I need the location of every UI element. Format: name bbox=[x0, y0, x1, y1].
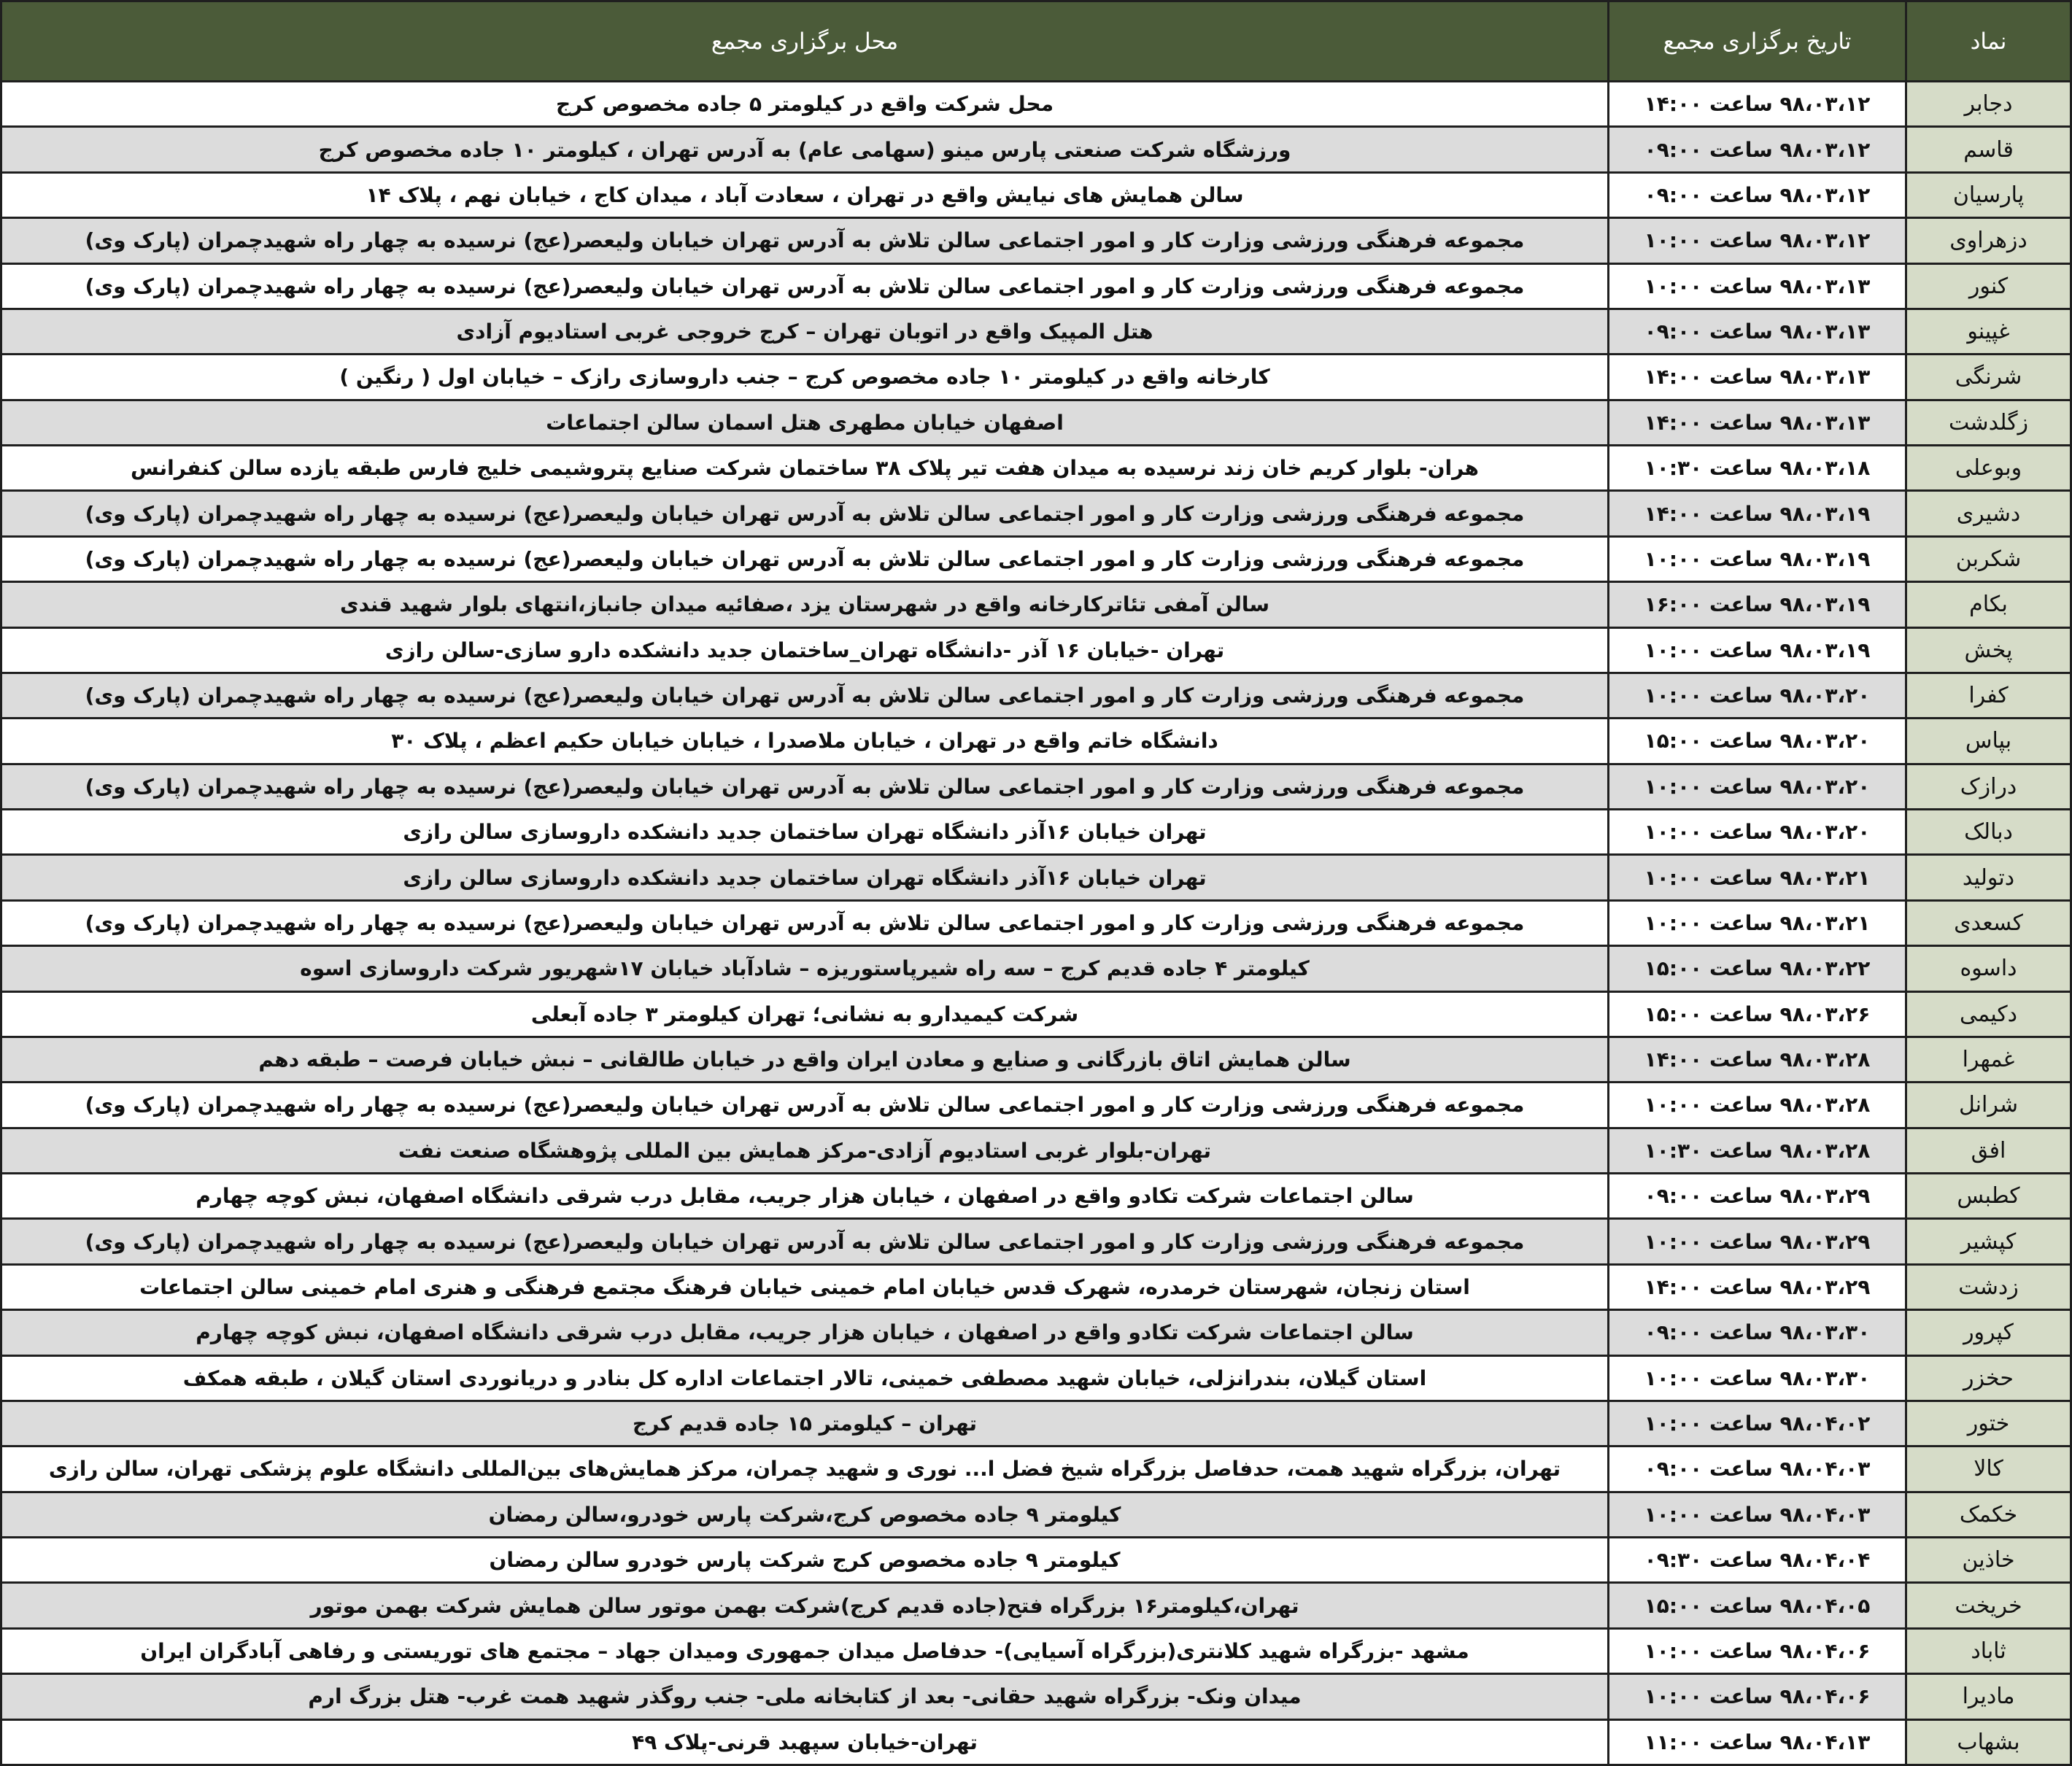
table-header bbox=[1, 1, 2071, 82]
row-symbol-cell: دکیمی bbox=[1906, 991, 2071, 1037]
row-symbol-cell: افق bbox=[1906, 1128, 2071, 1173]
row-location-cell: مجموعه فرهنگی ورزشی وزارت کار و امور اجتماعی سالن تلاش به آدرس تهران خیابان ولیعصر(عج) نرسیده به چهار راه شهیدچمران (پارک وی) bbox=[1, 218, 1609, 263]
table-row bbox=[1, 764, 2071, 809]
row-location-cell: دانشگاه خاتم واقع در تهران ، خیابان ملاصدرا ، خیابان خیابان حکیم اعظم ، پلاک ۳۰ bbox=[1, 719, 1609, 764]
row-date-cell: ۹۸،۰۴،۰۶ ساعت ۱۰:۰۰ bbox=[1609, 1674, 1906, 1719]
row-location-cell: سالن اجتماعات شرکت تکادو واقع در اصفهان ، خیابان هزار جریب، مقابل درب شرقی دانشگاه اصفهان، نبش کوچه چهارم bbox=[1, 1310, 1609, 1355]
row-symbol-cell: پخش bbox=[1906, 627, 2071, 673]
row-location-cell: تهران-خیابان سپهبد قرنی-پلاک ۴۹ bbox=[1, 1719, 1609, 1765]
row-date-cell: ۹۸،۰۳،۱۳ ساعت ۱۴:۰۰ bbox=[1609, 355, 1906, 400]
row-date-cell: ۹۸،۰۳،۳۰ ساعت ۰۹:۰۰ bbox=[1609, 1310, 1906, 1355]
row-symbol-cell: شرانل bbox=[1906, 1083, 2071, 1128]
table-row bbox=[1, 1447, 2071, 1492]
table-row bbox=[1, 673, 2071, 718]
row-location-cell: مجموعه فرهنگی ورزشی وزارت کار و امور اجتماعی سالن تلاش به آدرس تهران خیابان ولیعصر(عج) نرسیده به چهار راه شهیدچمران (پارک وی) bbox=[1, 491, 1609, 536]
table-row bbox=[1, 582, 2071, 627]
row-symbol-cell: دبالک bbox=[1906, 810, 2071, 855]
table-row bbox=[1, 1037, 2071, 1082]
table-row bbox=[1, 1583, 2071, 1628]
table-row bbox=[1, 263, 2071, 309]
table-row bbox=[1, 627, 2071, 673]
row-location-cell: محل شرکت واقع در کیلومتر ۵ جاده مخصوص کرج bbox=[1, 82, 1609, 127]
row-date-cell: ۹۸،۰۴،۱۳ ساعت ۱۱:۰۰ bbox=[1609, 1719, 1906, 1765]
table-row bbox=[1, 1083, 2071, 1128]
row-location-cell: تهران خیابان ۱۶آذر دانشگاه تهران ساختمان جدید دانشکده داروسازی سالن رازی bbox=[1, 855, 1609, 900]
row-location-cell: اصفهان خیابان مطهری هتل اسمان سالن اجتماعات bbox=[1, 400, 1609, 445]
table-row bbox=[1, 1719, 2071, 1765]
row-symbol-cell: خکمک bbox=[1906, 1492, 2071, 1537]
row-location-cell: مجموعه فرهنگی ورزشی وزارت کار و امور اجتماعی سالن تلاش به آدرس تهران خیابان ولیعصر(عج) نرسیده به چهار راه شهیدچمران (پارک وی) bbox=[1, 673, 1609, 718]
table-body bbox=[1, 82, 2071, 1765]
row-date-cell: ۹۸،۰۴،۰۳ ساعت ۱۰:۰۰ bbox=[1609, 1492, 1906, 1537]
row-symbol-cell: پارسیان bbox=[1906, 172, 2071, 217]
row-symbol-cell: غپینو bbox=[1906, 309, 2071, 354]
row-date-cell: ۹۸،۰۳،۱۳ ساعت ۱۰:۰۰ bbox=[1609, 263, 1906, 309]
row-location-cell: تهران، بزرگراه شهید همت، حدفاصل بزرگراه شیخ فضل ا... نوری و شهید چمران، مرکز همایش‌های بین‌المللی دانشگاه علوم پزشکی تهران، سالن رازی bbox=[1, 1447, 1609, 1492]
table-row bbox=[1, 309, 2071, 354]
row-symbol-cell: بکام bbox=[1906, 582, 2071, 627]
table-row bbox=[1, 82, 2071, 127]
row-date-cell: ۹۸،۰۳،۱۹ ساعت ۱۰:۰۰ bbox=[1609, 536, 1906, 581]
row-symbol-cell: بپاس bbox=[1906, 719, 2071, 764]
table-row bbox=[1, 1401, 2071, 1446]
row-location-cell: کیلومتر ۹ جاده مخصوص کرج شرکت پارس خودرو سالن رمضان bbox=[1, 1538, 1609, 1583]
table-row bbox=[1, 1219, 2071, 1264]
table-row bbox=[1, 127, 2071, 172]
table-row bbox=[1, 1674, 2071, 1719]
row-date-cell: ۹۸،۰۳،۱۳ ساعت ۱۴:۰۰ bbox=[1609, 400, 1906, 445]
row-location-cell: سالن اجتماعات شرکت تکادو واقع در اصفهان ، خیابان هزار جریب، مقابل درب شرقی دانشگاه اصفهان، نبش کوچه چهارم bbox=[1, 1174, 1609, 1219]
row-location-cell: استان گیلان، بندرانزلی، خیابان شهید مصطفی خمینی، تالار اجتماعات اداره کل بنادر و دریانوردی استان گیلان ، طبقه همکف bbox=[1, 1355, 1609, 1401]
row-date-cell: ۹۸،۰۳،۲۹ ساعت ۱۴:۰۰ bbox=[1609, 1264, 1906, 1309]
row-date-cell: ۹۸،۰۳،۲۰ ساعت ۱۵:۰۰ bbox=[1609, 719, 1906, 764]
row-location-cell: مجموعه فرهنگی ورزشی وزارت کار و امور اجتماعی سالن تلاش به آدرس تهران خیابان ولیعصر(عج) نرسیده به چهار راه شهیدچمران (پارک وی) bbox=[1, 536, 1609, 581]
row-location-cell: کارخانه واقع در کیلومتر ۱۰ جاده مخصوص کرج – جنب داروسازی رازک – خیابان اول ( رنگین ) bbox=[1, 355, 1609, 400]
row-date-cell: ۹۸،۰۳،۱۲ ساعت ۱۴:۰۰ bbox=[1609, 82, 1906, 127]
location-column-header: محل برگزاری مجمع bbox=[1, 1, 1609, 82]
table-row bbox=[1, 1264, 2071, 1309]
row-symbol-cell: وبوعلی bbox=[1906, 446, 2071, 491]
table-row bbox=[1, 855, 2071, 900]
row-symbol-cell: زدشت bbox=[1906, 1264, 2071, 1309]
row-symbol-cell: شرنگی bbox=[1906, 355, 2071, 400]
row-location-cell: مجموعه فرهنگی ورزشی وزارت کار و امور اجتماعی سالن تلاش به آدرس تهران خیابان ولیعصر(عج) نرسیده به چهار راه شهیدچمران (پارک وی) bbox=[1, 263, 1609, 309]
row-location-cell: هتل المپیک واقع در اتوبان تهران – کرج خروجی غربی استادیوم آزادی bbox=[1, 309, 1609, 354]
table-row bbox=[1, 172, 2071, 217]
row-location-cell: مجموعه فرهنگی ورزشی وزارت کار و امور اجتماعی سالن تلاش به آدرس تهران خیابان ولیعصر(عج) نرسیده به چهار راه شهیدچمران (پارک وی) bbox=[1, 764, 1609, 809]
row-date-cell: ۹۸،۰۴،۰۴ ساعت ۰۹:۳۰ bbox=[1609, 1538, 1906, 1583]
row-symbol-cell: خاذین bbox=[1906, 1538, 2071, 1583]
row-symbol-cell: شکربن bbox=[1906, 536, 2071, 581]
symbol-column-header: نماد bbox=[1906, 1, 2071, 82]
table-row bbox=[1, 1128, 2071, 1173]
row-date-cell: ۹۸،۰۴،۰۵ ساعت ۱۵:۰۰ bbox=[1609, 1583, 1906, 1628]
row-date-cell: ۹۸،۰۳،۳۰ ساعت ۱۰:۰۰ bbox=[1609, 1355, 1906, 1401]
table-row bbox=[1, 719, 2071, 764]
row-date-cell: ۹۸،۰۳،۲۶ ساعت ۱۵:۰۰ bbox=[1609, 991, 1906, 1037]
row-symbol-cell: کالا bbox=[1906, 1447, 2071, 1492]
row-date-cell: ۹۸،۰۳،۲۱ ساعت ۱۰:۰۰ bbox=[1609, 900, 1906, 945]
row-symbol-cell: زگلدشت bbox=[1906, 400, 2071, 445]
row-date-cell: ۹۸،۰۳،۱۲ ساعت ۰۹:۰۰ bbox=[1609, 172, 1906, 217]
row-symbol-cell: خریخت bbox=[1906, 1583, 2071, 1628]
date-column-header: تاریخ برگزاری مجمع bbox=[1609, 1, 1906, 82]
table-row bbox=[1, 446, 2071, 491]
row-location-cell: مشهد -بزرگراه شهید کلانتری(بزرگراه آسیایی)- حدفاصل میدان جمهوری ومیدان جهاد – مجتمع های توریستی و رفاهی آبادگران ایران bbox=[1, 1628, 1609, 1673]
row-date-cell: ۹۸،۰۳،۲۰ ساعت ۱۰:۰۰ bbox=[1609, 673, 1906, 718]
row-location-cell: شرکت کیمیدارو به نشانی؛ تهران کیلومتر ۳ جاده آبعلی bbox=[1, 991, 1609, 1037]
table-row bbox=[1, 491, 2071, 536]
row-location-cell: کیلومتر ۹ جاده مخصوص کرج،شرکت پارس خودرو،سالن رمضان bbox=[1, 1492, 1609, 1537]
row-date-cell: ۹۸،۰۳،۱۸ ساعت ۱۰:۳۰ bbox=[1609, 446, 1906, 491]
table-row bbox=[1, 1310, 2071, 1355]
table-row bbox=[1, 991, 2071, 1037]
row-location-cell: تهران-بلوار غربی استادیوم آزادی-مرکز همایش بین المللی پژوهشگاه صنعت نفت bbox=[1, 1128, 1609, 1173]
row-symbol-cell: کپشیر bbox=[1906, 1219, 2071, 1264]
row-symbol-cell: کنور bbox=[1906, 263, 2071, 309]
row-symbol-cell: دشیری bbox=[1906, 491, 2071, 536]
table-row bbox=[1, 946, 2071, 991]
row-location-cell: میدان ونک- بزرگراه شهید حقانی- بعد از کتابخانه ملی- جنب روگذر شهید همت غرب- هتل بزرگ ارم bbox=[1, 1674, 1609, 1719]
row-date-cell: ۹۸،۰۳،۲۸ ساعت ۱۴:۰۰ bbox=[1609, 1037, 1906, 1082]
table-row bbox=[1, 218, 2071, 263]
table-row bbox=[1, 355, 2071, 400]
row-symbol-cell: ختور bbox=[1906, 1401, 2071, 1446]
row-date-cell: ۹۸،۰۳،۲۰ ساعت ۱۰:۰۰ bbox=[1609, 764, 1906, 809]
row-date-cell: ۹۸،۰۳،۲۲ ساعت ۱۵:۰۰ bbox=[1609, 946, 1906, 991]
row-symbol-cell: قاسم bbox=[1906, 127, 2071, 172]
table-row bbox=[1, 900, 2071, 945]
row-location-cell: تهران خیابان ۱۶آذر دانشگاه تهران ساختمان جدید دانشکده داروسازی سالن رازی bbox=[1, 810, 1609, 855]
row-location-cell: ورزشگاه شرکت صنعتی پارس مینو (سهامی عام) به آدرس تهران ، کیلومتر ۱۰ جاده مخصوص کرج bbox=[1, 127, 1609, 172]
row-location-cell: استان زنجان، شهرستان خرمدره، شهرک قدس خیابان امام خمینی خیابان فرهنگ مجتمع فرهنگی و هنری امام خمینی سالن اجتماعات bbox=[1, 1264, 1609, 1309]
row-symbol-cell: درازک bbox=[1906, 764, 2071, 809]
table-row bbox=[1, 1538, 2071, 1583]
row-location-cell: مجموعه فرهنگی ورزشی وزارت کار و امور اجتماعی سالن تلاش به آدرس تهران خیابان ولیعصر(عج) نرسیده به چهار راه شهیدچمران (پارک وی) bbox=[1, 1083, 1609, 1128]
row-date-cell: ۹۸،۰۴،۰۳ ساعت ۰۹:۰۰ bbox=[1609, 1447, 1906, 1492]
row-symbol-cell: داسوه bbox=[1906, 946, 2071, 991]
row-location-cell: سالن همایش اتاق بازرگانی و صنایع و معادن ایران واقع در خیابان طالقانی – نبش خیابان فرصت – طبقه دهم bbox=[1, 1037, 1609, 1082]
row-date-cell: ۹۸،۰۳،۱۹ ساعت ۱۶:۰۰ bbox=[1609, 582, 1906, 627]
table-row bbox=[1, 1174, 2071, 1219]
row-symbol-cell: مادیرا bbox=[1906, 1674, 2071, 1719]
row-date-cell: ۹۸،۰۳،۱۹ ساعت ۱۰:۰۰ bbox=[1609, 627, 1906, 673]
row-date-cell: ۹۸،۰۳،۲۸ ساعت ۱۰:۰۰ bbox=[1609, 1083, 1906, 1128]
row-symbol-cell: دجابر bbox=[1906, 82, 2071, 127]
table-row bbox=[1, 1492, 2071, 1537]
row-date-cell: ۹۸،۰۳،۲۸ ساعت ۱۰:۳۰ bbox=[1609, 1128, 1906, 1173]
row-location-cell: مجموعه فرهنگی ورزشی وزارت کار و امور اجتماعی سالن تلاش به آدرس تهران خیابان ولیعصر(عج) نرسیده به چهار راه شهیدچمران (پارک وی) bbox=[1, 1219, 1609, 1264]
row-date-cell: ۹۸،۰۳،۲۰ ساعت ۱۰:۰۰ bbox=[1609, 810, 1906, 855]
row-symbol-cell: کفرا bbox=[1906, 673, 2071, 718]
row-date-cell: ۹۸،۰۳،۲۱ ساعت ۱۰:۰۰ bbox=[1609, 855, 1906, 900]
row-date-cell: ۹۸،۰۳،۱۹ ساعت ۱۴:۰۰ bbox=[1609, 491, 1906, 536]
row-symbol-cell: کطبس bbox=[1906, 1174, 2071, 1219]
row-symbol-cell: کسعدی bbox=[1906, 900, 2071, 945]
row-symbol-cell: غمهرا bbox=[1906, 1037, 2071, 1082]
row-symbol-cell: ثاباد bbox=[1906, 1628, 2071, 1673]
row-symbol-cell: دزهراوی bbox=[1906, 218, 2071, 263]
row-date-cell: ۹۸،۰۳،۲۹ ساعت ۰۹:۰۰ bbox=[1609, 1174, 1906, 1219]
row-symbol-cell: حخزر bbox=[1906, 1355, 2071, 1401]
row-date-cell: ۹۸،۰۳،۲۹ ساعت ۱۰:۰۰ bbox=[1609, 1219, 1906, 1264]
row-date-cell: ۹۸،۰۳،۱۳ ساعت ۰۹:۰۰ bbox=[1609, 309, 1906, 354]
table-row bbox=[1, 400, 2071, 445]
row-symbol-cell: بشهاب bbox=[1906, 1719, 2071, 1765]
row-location-cell: هران- بلوار کریم خان زند نرسیده به میدان هفت تیر پلاک ۳۸ ساختمان شرکت صنایع پتروشیمی خلیج فارس طبقه یازده سالن کنفرانس bbox=[1, 446, 1609, 491]
row-location-cell: کیلومتر ۴ جاده قدیم کرج – سه راه شیرپاستوریزه – شادآباد خیابان ۱۷شهریور شرکت داروسازی اسوه bbox=[1, 946, 1609, 991]
table-row bbox=[1, 1628, 2071, 1673]
row-location-cell: سالن همایش های نیایش واقع در تهران ، سعادت آباد ، میدان کاج ، خیابان نهم ، پلاک ۱۴ bbox=[1, 172, 1609, 217]
header-row bbox=[1, 1, 2071, 82]
table-row bbox=[1, 810, 2071, 855]
row-location-cell: مجموعه فرهنگی ورزشی وزارت کار و امور اجتماعی سالن تلاش به آدرس تهران خیابان ولیعصر(عج) نرسیده به چهار راه شهیدچمران (پارک وی) bbox=[1, 900, 1609, 945]
row-date-cell: ۹۸،۰۴،۰۶ ساعت ۱۰:۰۰ bbox=[1609, 1628, 1906, 1673]
row-symbol-cell: دتولید bbox=[1906, 855, 2071, 900]
table-row bbox=[1, 1355, 2071, 1401]
row-symbol-cell: کپرور bbox=[1906, 1310, 2071, 1355]
row-date-cell: ۹۸،۰۳،۱۲ ساعت ۰۹:۰۰ bbox=[1609, 127, 1906, 172]
row-location-cell: تهران – کیلومتر ۱۵ جاده قدیم کرج bbox=[1, 1401, 1609, 1446]
row-location-cell: تهران -خیابان ۱۶ آذر -دانشگاه تهران_ساختمان جدید دانشکده دارو سازی-سالن رازی bbox=[1, 627, 1609, 673]
row-date-cell: ۹۸،۰۴،۰۲ ساعت ۱۰:۰۰ bbox=[1609, 1401, 1906, 1446]
table-row bbox=[1, 536, 2071, 581]
row-date-cell: ۹۸،۰۳،۱۲ ساعت ۱۰:۰۰ bbox=[1609, 218, 1906, 263]
row-location-cell: تهران،کیلومتر۱۶ بزرگراه فتح(جاده قدیم کرج)شرکت بهمن موتور سالن همایش شرکت بهمن موتور bbox=[1, 1583, 1609, 1628]
row-location-cell: سالن آمفی تئاترکارخانه واقع در شهرستان یزد ،صفائیه میدان جانباز،انتهای بلوار شهید قندی bbox=[1, 582, 1609, 627]
